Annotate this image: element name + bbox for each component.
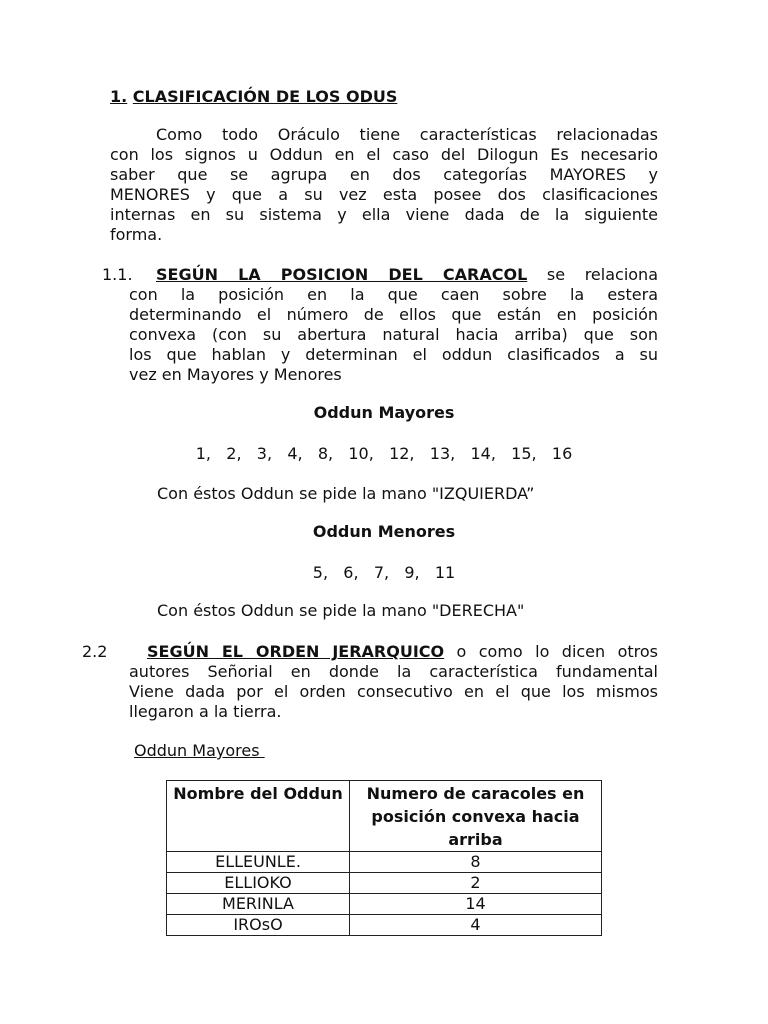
paragraph-line: Viene dada por el orden consecutivo en el que los mismos xyxy=(129,682,658,701)
section-2-2-title: SEGÚN EL ORDEN JERARQUICO xyxy=(147,642,445,661)
cell-name: ELLIOKO xyxy=(167,873,350,894)
table-header-row xyxy=(167,781,602,852)
section-1-paragraph xyxy=(110,125,658,245)
menores-heading: Oddun Menores xyxy=(312,522,456,541)
cell-name: IROsO xyxy=(167,915,350,936)
paragraph-line: saber que se agrupa en dos categorías MAYORES y xyxy=(110,165,658,184)
header-count: Numero de caracoles en posición convexa hacia arriba xyxy=(350,781,602,852)
paragraph-line: determinando el número de ellos que están en posición xyxy=(129,305,658,324)
cell-count: 14 xyxy=(350,894,602,915)
section-1-number: 1. xyxy=(110,87,128,106)
section-2-2-lead: o como lo dicen otros xyxy=(444,642,658,661)
paragraph-line: con la posición en la que caen sobre la estera xyxy=(129,285,658,304)
mayores-numbers: 1, 2, 3, 4, 8, 10, 12, 13, 14, 15, 16 xyxy=(195,444,573,463)
table-row xyxy=(167,873,602,894)
menores-note: Con éstos Oddun se pide la mano "DERECHA" xyxy=(157,601,525,620)
cell-name: MERINLA xyxy=(167,894,350,915)
menores-numbers: 5, 6, 7, 9, 11 xyxy=(312,563,456,582)
paragraph-line: internas en su sistema y ella viene dada de la siguiente xyxy=(110,205,658,224)
oddun-mayores-subheading: Oddun Mayores xyxy=(134,741,265,760)
paragraph-line: Como todo Oráculo tiene características relacionadas xyxy=(156,125,658,144)
section-2-2-number: 2.2 xyxy=(82,642,108,661)
header-name: Nombre del Oddun xyxy=(167,781,350,852)
table-row xyxy=(167,852,602,873)
paragraph-line: llegaron a la tierra. xyxy=(129,702,282,721)
section-1-1-body xyxy=(129,265,658,385)
section-1-1-number: 1.1. xyxy=(102,265,133,284)
paragraph-line: con los signos u Oddun en el caso del Dilogun Es necesario xyxy=(110,145,658,164)
section-2-2-body xyxy=(129,642,658,722)
section-1-1-lead: se relaciona xyxy=(527,265,658,284)
paragraph-line: forma. xyxy=(110,225,163,244)
cell-name: ELLEUNLE. xyxy=(167,852,350,873)
mayores-heading: Oddun Mayores xyxy=(313,403,455,422)
section-2-2-first-line xyxy=(129,642,658,662)
oddun-table xyxy=(166,780,602,936)
paragraph-line: vez en Mayores y Menores xyxy=(129,365,342,384)
table-row xyxy=(167,915,602,936)
paragraph-line: MENORES y que a su vez esta posee dos clasificaciones xyxy=(110,185,658,204)
cell-count: 8 xyxy=(350,852,602,873)
section-1-title: CLASIFICACIÓN DE LOS ODUS xyxy=(132,87,398,106)
paragraph-line: autores Señorial en donde la característica fundamental xyxy=(129,662,658,681)
paragraph-line: los que hablan y determinan el oddun clasificados a su xyxy=(129,345,658,364)
section-1-1-title: SEGÚN LA POSICION DEL CARACOL xyxy=(156,265,528,284)
section-1-1-first-line xyxy=(129,265,658,285)
section-1-heading xyxy=(110,87,397,107)
cell-count: 4 xyxy=(350,915,602,936)
paragraph-line: convexa (con su abertura natural hacia arriba) que son xyxy=(129,325,658,344)
cell-count: 2 xyxy=(350,873,602,894)
mayores-note: Con éstos Oddun se pide la mano "IZQUIERDA” xyxy=(157,484,535,503)
table-row xyxy=(167,894,602,915)
